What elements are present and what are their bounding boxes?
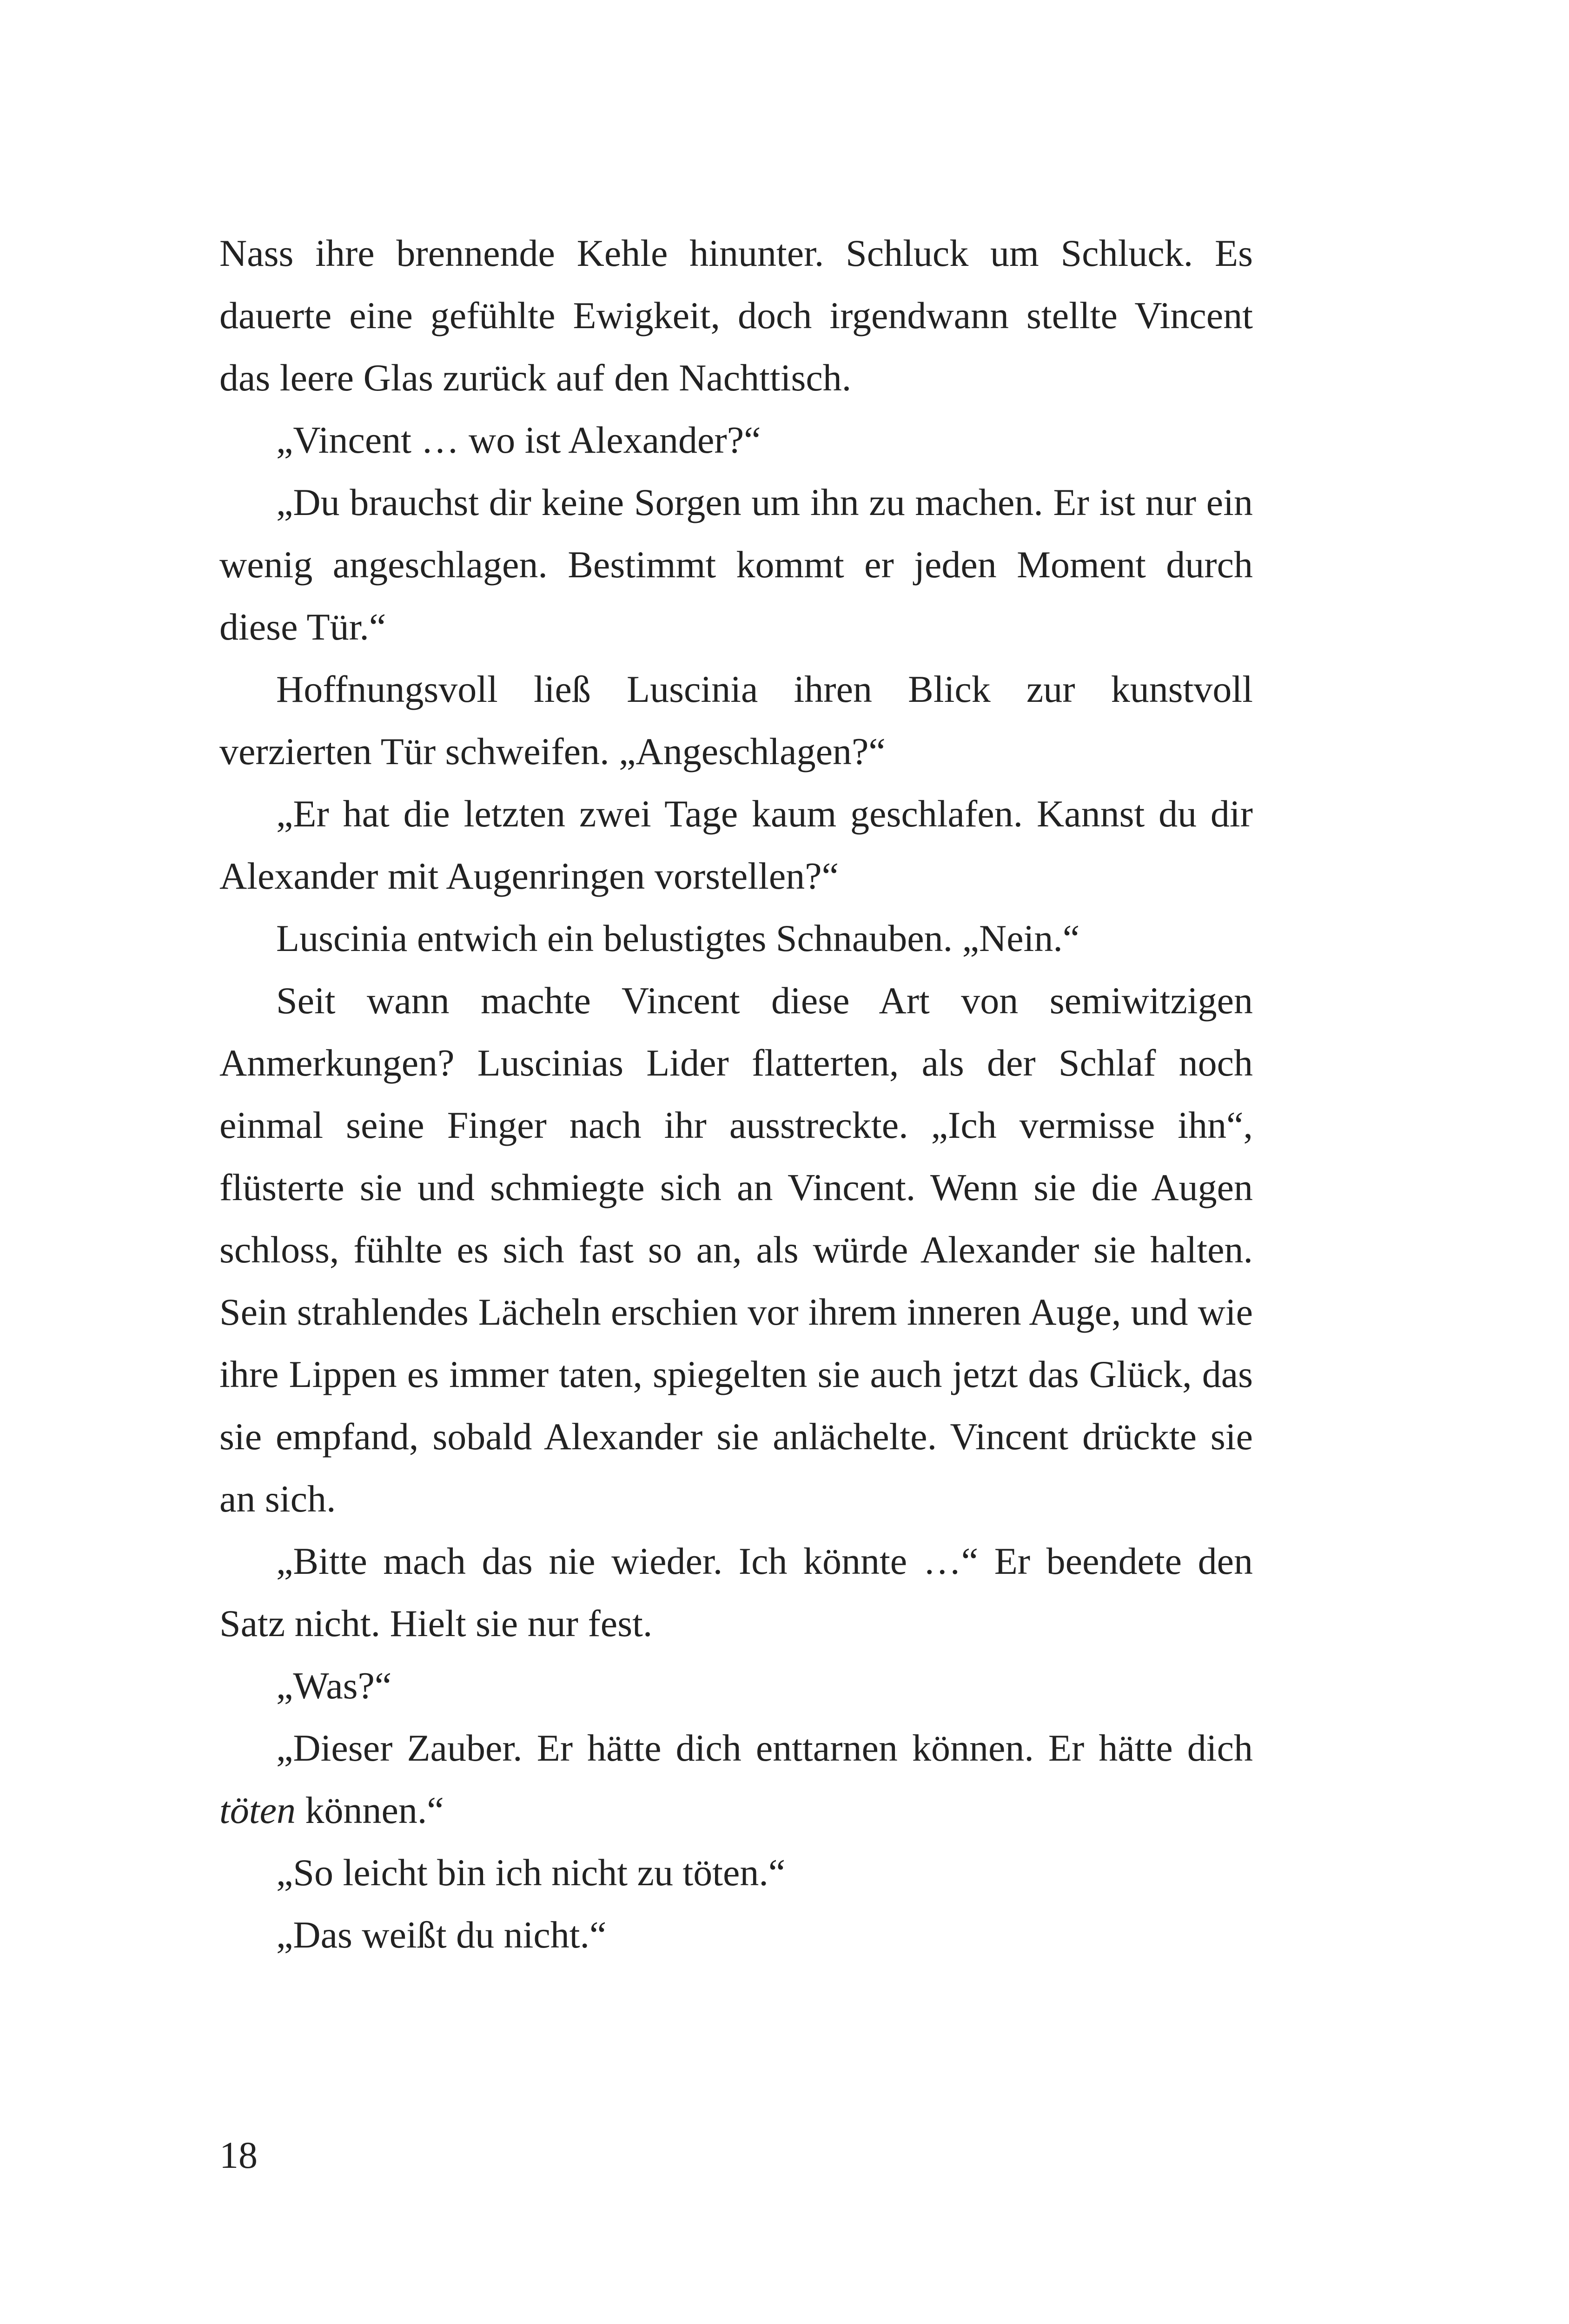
paragraph-text-end: können.“ — [295, 1789, 444, 1831]
paragraph: Hoffnungsvoll ließ Luscinia ihren Blick zur kunstvoll verzierten Tür schweifen. „Angeschlagen?“ — [219, 668, 1253, 772]
paragraph: Luscinia entwich ein belustigtes Schnauben. „Nein.“ — [276, 917, 1080, 959]
paragraph: „Was?“ — [276, 1664, 392, 1707]
paragraph: „Das weißt du nicht.“ — [276, 1914, 607, 1956]
paragraph: Nass ihre brennende Kehle hinunter. Schluck um Schluck. Es dauerte eine gefühlte Ewigkeit, doch irgendwann stellte Vincent das leere Glas zurück auf den Nachttisch. — [219, 232, 1253, 399]
paragraph: „Du brauchst dir keine Sorgen um ihn zu machen. Er ist nur ein wenig angeschlagen. Bestimmt kommt er jeden Moment durch diese Tür.“ — [219, 481, 1253, 648]
paragraph: Seit wann machte Vincent diese Art von semiwitzigen Anmerkungen? Luscinias Lider flatterten, als der Schlaf noch einmal seine Finger nach ihr ausstreckte. „Ich vermisse ihn“, flüsterte sie und schmiegte sich an Vincent. Wenn sie die Augen schloss, fühlte es sich fast so an, als würde Alexander sie halten. Sein strahlendes Lächeln erschien vor ihrem inneren Auge, und wie ihre Lippen es immer taten, spiegelten sie auch jetzt das Glück, das sie empfand, sobald Alexander sie anlächelte. Vincent drückte sie an sich. — [219, 979, 1253, 1520]
paragraph: „Er hat die letzten zwei Tage kaum geschlafen. Kannst du dir Alexander mit Augenringen vorstellen?“ — [219, 792, 1253, 897]
emphasized-word: töten — [219, 1789, 296, 1831]
paragraph: „Vincent … wo ist Alexander?“ — [276, 419, 761, 461]
paragraph-text-start: „Dieser Zauber. Er hätte dich enttarnen können. Er hätte dich — [276, 1727, 1253, 1769]
paragraph-with-emphasis — [219, 1717, 1253, 1842]
paragraph: „Bitte mach das nie wieder. Ich könnte …“ Er beendete den Satz nicht. Hielt sie nur fest. — [219, 1540, 1253, 1644]
paragraph: „So leicht bin ich nicht zu töten.“ — [276, 1851, 786, 1894]
page-number: 18 — [219, 2134, 258, 2176]
body-text — [219, 222, 1253, 1966]
